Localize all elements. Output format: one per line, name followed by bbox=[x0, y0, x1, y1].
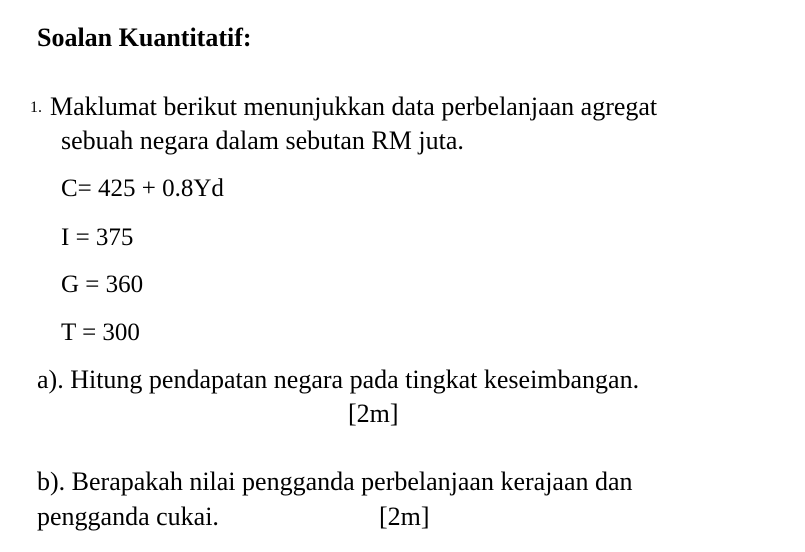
part-b-line-1: b). Berapakah nilai pengganda perbelanjaan kerajaan dan bbox=[37, 467, 633, 496]
equation-investment: I = 375 bbox=[61, 224, 134, 251]
part-a-text: a). Hitung pendapatan negara pada tingkat keseimbangan. bbox=[37, 365, 640, 394]
equation-government: G = 360 bbox=[61, 271, 144, 298]
section-heading: Soalan Kuantitatif: bbox=[37, 23, 252, 52]
equation-tax: T = 300 bbox=[61, 319, 140, 346]
question-intro-line-2: sebuah negara dalam sebutan RM juta. bbox=[61, 126, 464, 155]
part-b-marks: [2m] bbox=[379, 502, 430, 531]
part-b-line-2: pengganda cukai. bbox=[37, 502, 219, 531]
part-a-marks: [2m] bbox=[348, 399, 399, 428]
equation-consumption: C= 425 + 0.8Yd bbox=[61, 175, 224, 202]
question-number: 1. bbox=[30, 99, 42, 116]
question-intro-line-1: Maklumat berikut menunjukkan data perbelanjaan agregat bbox=[50, 92, 658, 121]
